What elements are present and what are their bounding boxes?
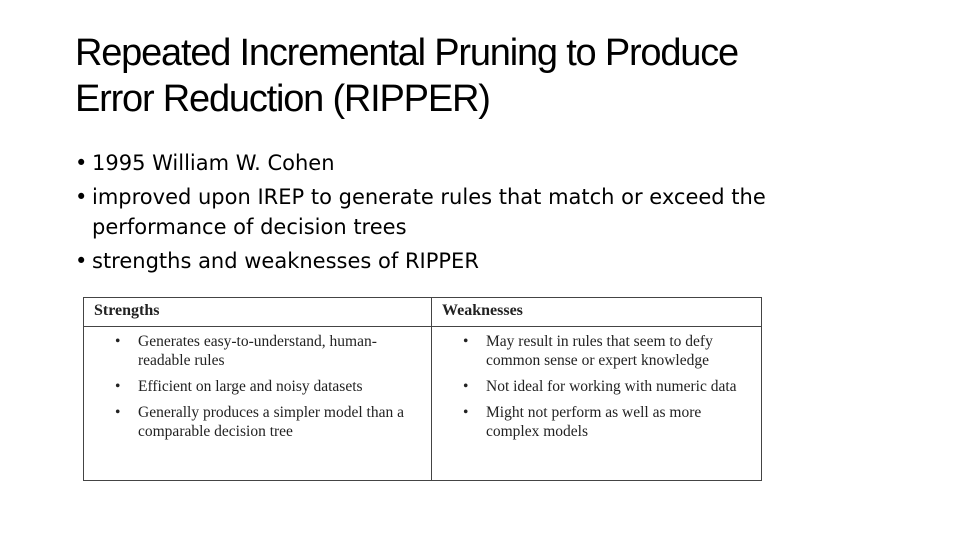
strengths-list xyxy=(85,328,430,441)
weaknesses-list xyxy=(433,328,760,441)
bullet-marker: • xyxy=(75,249,88,273)
slide-title-line2: Error Reduction (RIPPER) xyxy=(75,78,490,120)
bullet-item xyxy=(75,246,845,276)
weakness-text: May result in rules that seem to defy common sense or expert knowledge xyxy=(486,333,713,369)
bullet-marker: • xyxy=(75,185,88,209)
bullet-text: strengths and weaknesses of RIPPER xyxy=(92,249,479,273)
list-item xyxy=(433,332,760,370)
table-header-row xyxy=(84,298,762,327)
weakness-text: Might not perform as well as more complex models xyxy=(486,404,702,440)
list-item xyxy=(85,377,430,396)
bullet-marker: • xyxy=(463,404,469,421)
bullet-text: 1995 William W. Cohen xyxy=(92,151,335,175)
weakness-text: Not ideal for working with numeric data xyxy=(486,378,737,395)
strength-text: Generates easy-to-understand, human-readable rules xyxy=(138,333,377,369)
strengths-weaknesses-table xyxy=(83,297,762,481)
bullet-marker: • xyxy=(463,378,469,395)
slide-title-line1: Repeated Incremental Pruning to Produce xyxy=(75,32,738,74)
bullet-marker: • xyxy=(115,404,121,421)
bullet-item xyxy=(75,148,845,178)
bullet-marker: • xyxy=(463,333,469,350)
bullet-marker: • xyxy=(115,378,121,395)
weaknesses-header: Weaknesses xyxy=(432,298,762,327)
list-item xyxy=(85,403,430,441)
bullet-text: improved upon IREP to generate rules that match or exceed the performance of decision trees xyxy=(92,185,766,239)
bullet-marker: • xyxy=(115,333,121,350)
list-item xyxy=(85,332,430,370)
list-item xyxy=(433,403,760,441)
weaknesses-cell xyxy=(432,327,762,481)
list-item xyxy=(433,377,760,396)
strengths-cell xyxy=(84,327,432,481)
bullet-list xyxy=(75,148,845,280)
strengths-header: Strengths xyxy=(84,298,432,327)
bullet-marker: • xyxy=(75,151,88,175)
table-body-row xyxy=(84,327,762,481)
strength-text: Generally produces a simpler model than a comparable decision tree xyxy=(138,404,404,440)
bullet-item xyxy=(75,182,845,242)
strength-text: Efficient on large and noisy datasets xyxy=(138,378,363,395)
slide-title xyxy=(75,30,935,122)
